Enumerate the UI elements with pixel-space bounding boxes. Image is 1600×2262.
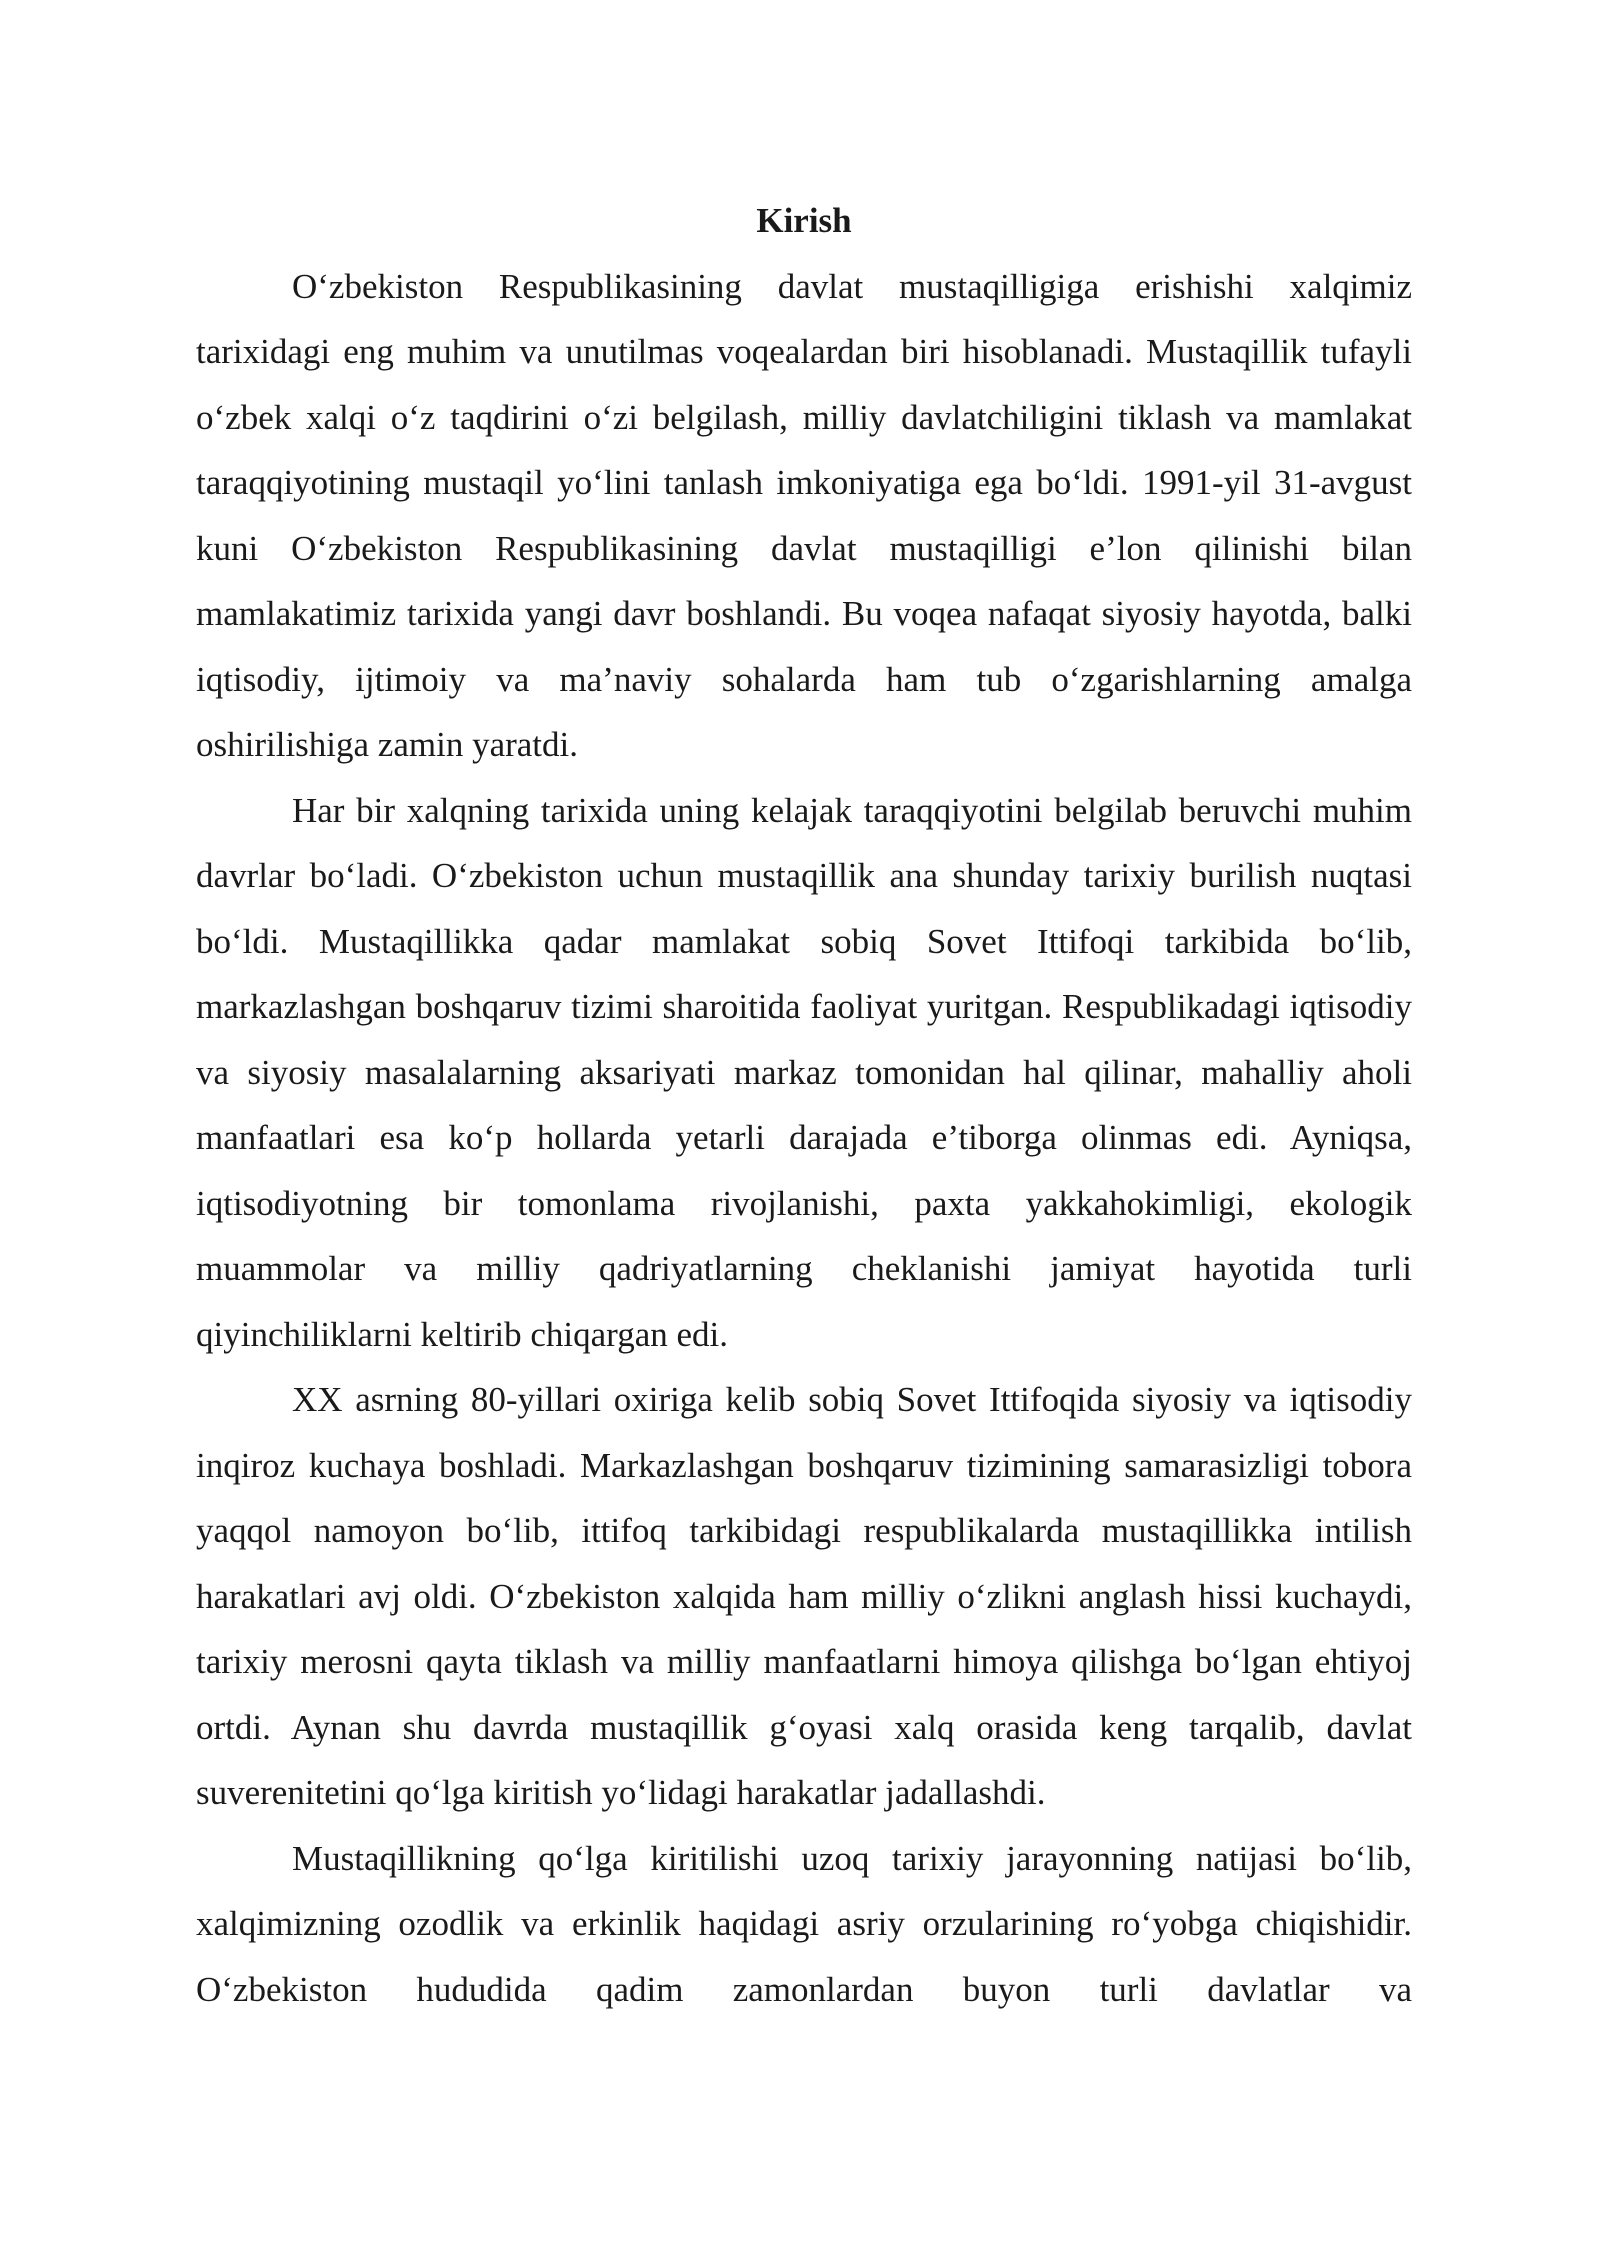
paragraph-1: O‘zbekiston Respublikasining davlat mustaqilligiga erishishi xalqimiz tarixidagi eng muhim va unutilmas voqealardan biri hisoblanadi. Mustaqillik tufayli o‘zbek xalqi o‘z taqdirini o‘zi belgilash, milliy davlatchiligini tiklash va mamlakat taraqqiyotining mustaqil yo‘lini tanlash imkoniyatiga ega bo‘ldi. 1991-yil 31-avgust kuni O‘zbekiston Respublikasining davlat mustaqilligi e’lon qilinishi bilan mamlakatimiz tarixida yangi davr boshlandi. Bu voqea nafaqat siyosiy hayotda, balki iqtisodiy, ijtimoiy va ma’naviy sohalarda ham tub o‘zgarishlarning amalga oshirilishiga zamin yaratdi. xyxy=(196,266,1412,764)
paragraph-3: XX asrning 80-yillari oxiriga kelib sobiq Sovet Ittifoqida siyosiy va iqtisodiy inqiroz kuchaya boshladi. Markazlashgan boshqaruv tizimining samarasizligi tobora yaqqol namoyon bo‘lib, ittifoq tarkibidagi respublikalarda mustaqillikka intilish harakatlari avj oldi. O‘zbekiston xalqida ham milliy o‘zlikni anglash hissi kuchaydi, tarixiy merosni qayta tiklash va milliy manfaatlarni himoya qilishga bo‘lgan ehtiyoj ortdi. Aynan shu davrda mustaqillik g‘oyasi xalq orasida keng tarqalib, davlat suverenitetini qo‘lga kiritish yo‘lidagi harakatlar jadallashdi. xyxy=(196,1380,1412,1812)
paragraph-2: Har bir xalqning tarixida uning kelajak taraqqiyotini belgilab beruvchi muhim davrlar bo‘ladi. O‘zbekiston uchun mustaqillik ana shunday tarixiy burilish nuqtasi bo‘ldi. Mustaqillikka qadar mamlakat sobiq Sovet Ittifoqi tarkibida bo‘lib, markazlashgan boshqaruv tizimi sharoitida faoliyat yuritgan. Respublikadagi iqtisodiy va siyosiy masalalarning aksariyati markaz tomonidan hal qilinar, mahalliy aholi manfaatlari esa ko‘p hollarda yetarli darajada e’tiborga olinmas edi. Ayniqsa, iqtisodiyotning bir tomonlama rivojlanishi, paxta yakkahokimligi, ekologik muammolar va milliy qadriyatlarning cheklanishi jamiyat hayotida turli qiyinchiliklarni keltirib chiqargan edi. xyxy=(196,790,1412,1354)
document-title: Kirish xyxy=(756,201,852,240)
paragraph-4: Mustaqillikning qo‘lga kiritilishi uzoq tarixiy jarayonning natijasi bo‘lib, xalqimizning ozodlik va erkinlik haqidagi asriy orzularining ro‘yobga chiqishidir. O‘zbekiston hududida qadim zamonlardan buyon turli davlatlar va xyxy=(196,1838,1412,2009)
document-body xyxy=(196,188,1412,2022)
